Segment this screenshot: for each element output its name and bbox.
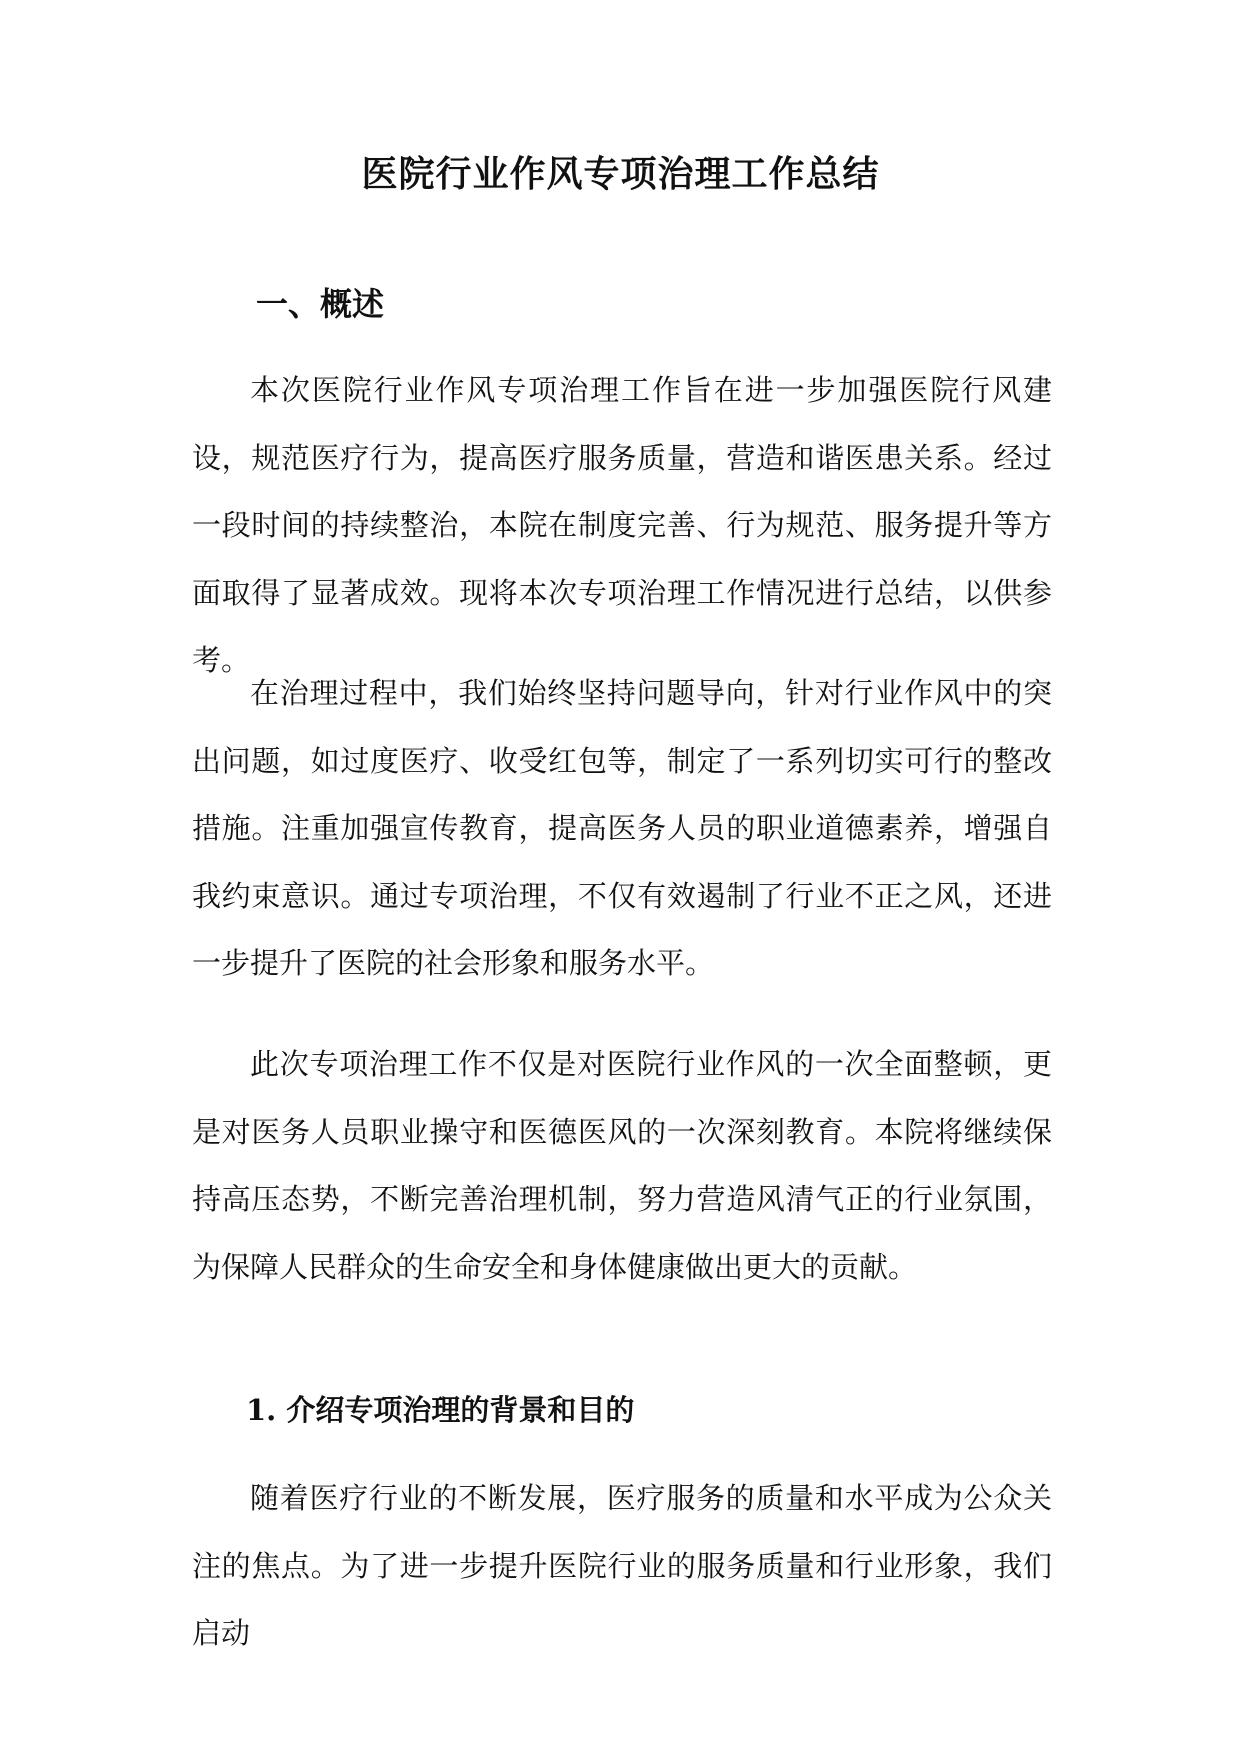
- paragraph-overview-1: 本次医院行业作风专项治理工作旨在进一步加强医院行风建设，规范医疗行为，提高医疗服务质量，营造和谐医患关系。经过一段时间的持续整治，本院在制度完善、行为规范、服务提升等方面取得了显著成效。现将本次专项治理工作情况进行总结，以供参考。: [192, 373, 1052, 677]
- paragraph-overview-3: 此次专项治理工作不仅是对医院行业作风的一次全面整顿，更是对医务人员职业操守和医德医风的一次深刻教育。本院将继续保持高压态势，不断完善治理机制，努力营造风清气正的行业氛围，为保障人民群众的生命安全和身体健康做出更大的贡献。: [192, 1047, 1052, 1284]
- document-title: 医院行业作风专项治理工作总结: [361, 153, 880, 195]
- paragraph-background-1: 随着医疗行业的不断发展，医疗服务的质量和水平成为公众关注的焦点。为了进一步提升医院行业的服务质量和行业形象，我们启动: [192, 1481, 1052, 1650]
- section-heading-overview: 一、概述: [256, 285, 385, 323]
- paragraph-overview-2: 在治理过程中，我们始终坚持问题导向，针对行业作风中的突出问题，如过度医疗、收受红包等，制定了一系列切实可行的整改措施。注重加强宣传教育，提高医务人员的职业道德素养，增强自我约束意识。通过专项治理，不仅有效遏制了行业不正之风，还进一步提升了医院的社会形象和服务水平。: [192, 676, 1052, 980]
- subsection-heading-background: 1. 介绍专项治理的背景和目的: [246, 1393, 635, 1427]
